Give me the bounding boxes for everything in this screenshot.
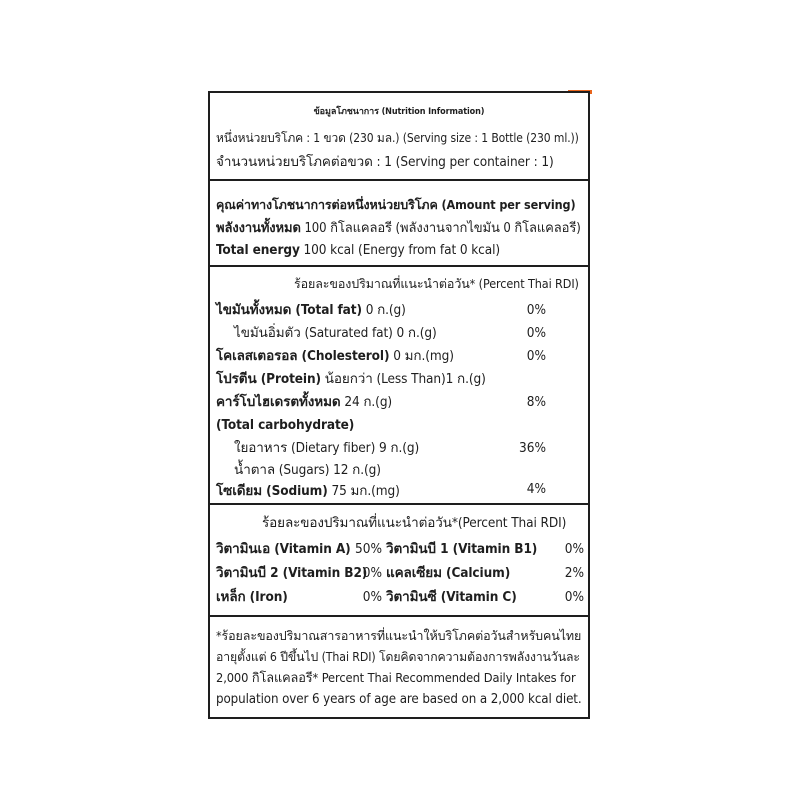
nutrient-label: ไขมันทั้งหมด (Total fat) [216, 302, 362, 318]
nutrient-label: โคเลสเตอรอล (Cholesterol) [216, 348, 390, 364]
energy-english [216, 241, 500, 259]
energy-section [210, 181, 588, 267]
vitamin-percent: 0% [564, 541, 584, 557]
nutrient-percent: 8% [526, 394, 546, 410]
footnote-section [210, 617, 588, 717]
energy-thai-label: พลังงานทั้งหมด [216, 221, 301, 236]
nutrient-percent: 0% [526, 325, 546, 341]
nutrient-row-total-fat [216, 301, 406, 319]
nutrient-amount: 0 ก.(g) [396, 325, 437, 341]
nutrient-label-carbohydrate-english: (Total carbohydrate) [216, 417, 355, 433]
vitamin-percent: 0% [564, 589, 584, 605]
vitamin-label: วิตามินบี 1 (Vitamin B1) [386, 541, 538, 557]
nutrient-label: ใยอาหาร (Dietary fiber) [234, 440, 376, 456]
nutrient-row-dietary-fiber [234, 439, 419, 457]
nutrient-percent: 36% [519, 440, 546, 456]
nutrient-row-total-carbohydrate [216, 393, 392, 411]
vitamins-section [210, 505, 588, 617]
nutrient-amount: 75 มก.(mg) [331, 483, 400, 499]
footnote-line: *ร้อยละของปริมาณสารอาหารที่แนะนำให้บริโภคต่อวันสำหรับคนไทย [216, 628, 582, 643]
nutrient-row-saturated-fat [234, 324, 437, 342]
vitamin-label: วิตามินเอ (Vitamin A) [216, 541, 351, 557]
nutrients-section [210, 267, 588, 505]
nutrient-row-protein [216, 370, 486, 388]
nutrient-row-sodium [216, 482, 400, 500]
vitamin-label: แคลเซียม (Calcium) [386, 565, 511, 581]
serving-info-section [210, 93, 588, 181]
servings-per-container: จำนวนหน่วยบริโภคต่อขวด : 1 (Serving per container : 1) [216, 154, 554, 170]
label-title: ข้อมูลโภชนาการ (Nutrition Information) [313, 107, 485, 117]
amount-per-serving-heading: คุณค่าทางโภชนาการต่อหนึ่งหน่วยบริโภค (Amount per serving) [216, 197, 576, 212]
vitamin-percent: 0% [362, 589, 382, 605]
vitamin-label: เหล็ก (Iron) [216, 589, 288, 605]
nutrient-label: น้ำตาล (Sugars) [234, 462, 330, 478]
nutrient-percent: 0% [526, 348, 546, 364]
nutrient-percent: 4% [526, 481, 546, 497]
footnote-line: 2,000 กิโลแคลอรี* Percent Thai Recommended Daily Intakes for [216, 671, 576, 686]
nutrient-row-cholesterol [216, 347, 454, 365]
energy-thai-value: 100 กิโลแคลอรี (พลังงานจากไขมัน 0 กิโลแคลอรี) [304, 221, 581, 236]
vitamins-rdi-heading: ร้อยละของปริมาณที่แนะนำต่อวัน*(Percent Thai RDI) [262, 515, 567, 531]
nutrient-amount: 24 ก.(g) [344, 394, 393, 410]
vitamin-percent: 50% [355, 541, 382, 557]
nutrient-amount: น้อยกว่า (Less Than)1 ก.(g) [324, 371, 486, 387]
nutrient-label: ไขมันอิ่มตัว (Saturated fat) [234, 325, 393, 341]
vitamin-percent: 2% [564, 565, 584, 581]
nutrients-rdi-heading: ร้อยละของปริมาณที่แนะนำต่อวัน* (Percent Thai RDI) [294, 276, 579, 291]
nutrient-amount: 9 ก.(g) [378, 440, 420, 456]
vitamin-label: วิตามินซี (Vitamin C) [386, 589, 517, 605]
nutrient-amount: 0 มก.(mg) [393, 348, 454, 364]
vitamin-label: วิตามินบี 2 (Vitamin B2) [216, 565, 368, 581]
energy-en-value: 100 kcal (Energy from fat 0 kcal) [303, 242, 501, 258]
nutrient-label: คาร์โบไฮเดรตทั้งหมด [216, 394, 341, 410]
footnote-line: อายุตั้งแต่ 6 ปีขึ้นไป (Thai RDI) โดยคิดจากความต้องการพลังงานวันละ [216, 650, 580, 664]
nutrient-row-sugars [234, 461, 381, 479]
nutrient-label: โปรตีน (Protein) [216, 371, 321, 387]
nutrient-label: โซเดียม (Sodium) [216, 483, 328, 499]
serving-size: หนึ่งหน่วยบริโภค : 1 ขวด (230 มล.) (Serving size : 1 Bottle (230 ml.)) [216, 131, 579, 145]
nutrient-percent: 0% [526, 302, 546, 318]
energy-thai [216, 220, 581, 238]
footnote-line: population over 6 years of age are based on a 2,000 kcal diet. [216, 692, 582, 707]
nutrient-amount: 0 ก.(g) [365, 302, 406, 318]
vitamin-percent: 0% [362, 565, 382, 581]
energy-en-label: Total energy [216, 242, 300, 258]
nutrition-label-panel [208, 91, 590, 719]
nutrient-amount: 12 ก.(g) [333, 462, 381, 478]
